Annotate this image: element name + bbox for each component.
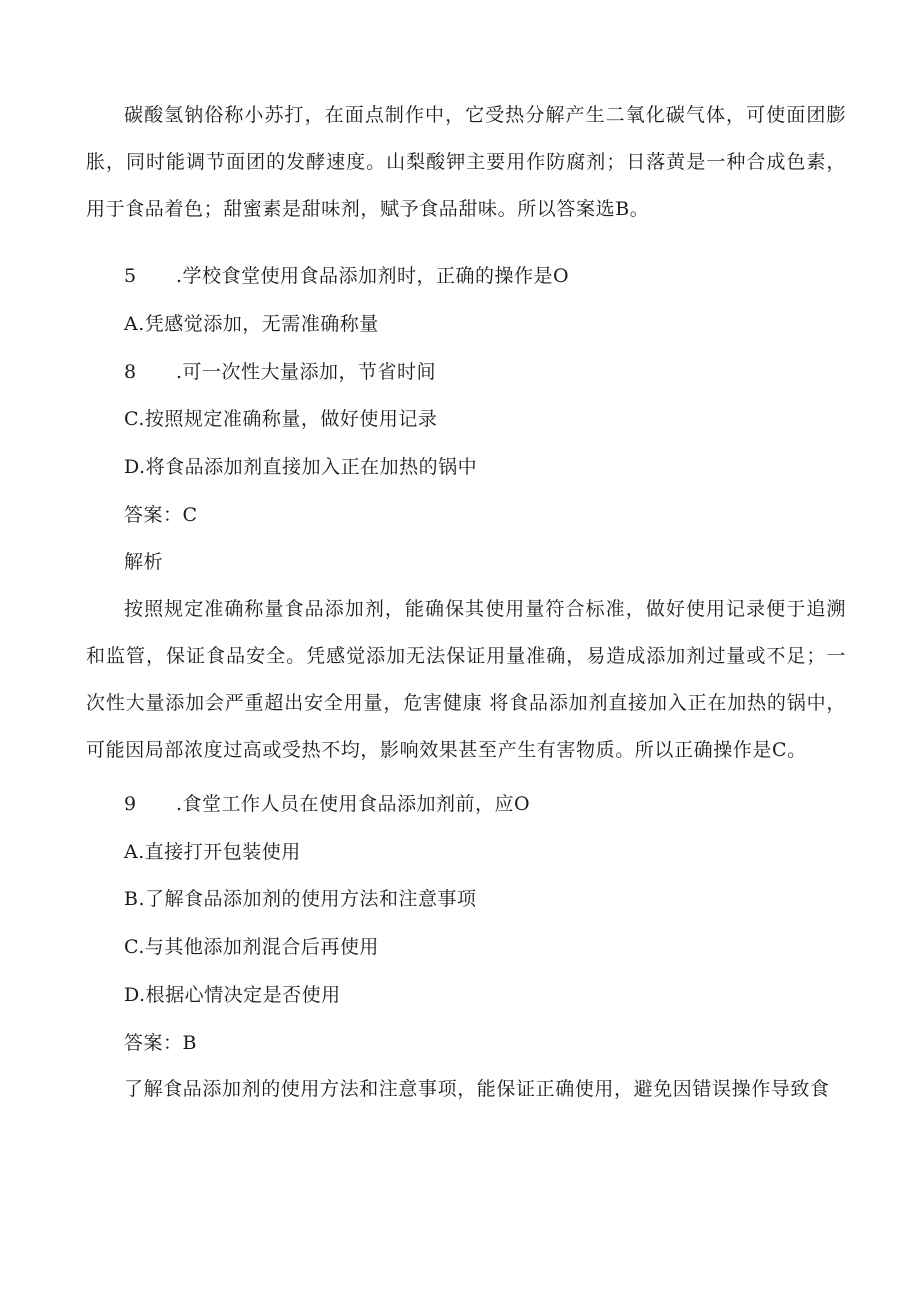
question-5-number: 5 (124, 265, 137, 287)
question-9-number: 9 (124, 793, 137, 815)
question-5-stem-text: .学校食堂使用食品添加剂时，正确的操作是O (176, 265, 570, 287)
intro-paragraph: 碳酸氢钠俗称小苏打，在面点制作中，它受热分解产生二氧化碳气体，可使面团膨胀，同时能调节面团的发酵速度。山梨酸钾主要用作防腐剂；日落黄是一种合成色素，用于食品着色；甜蜜素是甜味剂，赋予食品甜味。所以答案选B。 (86, 104, 846, 220)
question-9-option-b: B.了解食品添加剂的使用方法和注意事项 (124, 888, 477, 910)
question-5-explanation: 按照规定准确称量食品添加剂，能确保其使用量符合标准，做好使用记录便于追溯和监管，保证食品安全。凭感觉添加无法保证用量准确，易造成添加剂过量或不足；一次性大量添加会严重超出安全用量，危害健康 将食品添加剂直接加入正在加热的锅中，可能因局部浓度过高或受热不均，影响效果甚至产生有害物质。所以正确操作是C。 (86, 598, 846, 761)
question-5-analysis-label: 解析 (124, 551, 164, 573)
question-9-explanation: 了解食品添加剂的使用方法和注意事项，能保证正确使用，避免因错误操作导致食 (124, 1078, 830, 1100)
question-5-option-a: A.凭感觉添加，无需准确称量 (124, 313, 379, 335)
question-9-stem (124, 791, 844, 817)
question-5-option-b-number: 8 (124, 361, 137, 383)
question-9-option-c: C.与其他添加剂混合后再使用 (124, 936, 379, 958)
question-5-option-b (124, 359, 844, 385)
question-5-option-d: D.将食品添加剂直接加入正在加热的锅中 (124, 456, 478, 478)
question-9-stem-text: .食堂工作人员在使用食品添加剂前，应O (176, 793, 531, 815)
question-5-option-c: C.按照规定准确称量，做好使用记录 (124, 408, 438, 430)
question-9-option-d: D.根据心情决定是否使用 (124, 984, 341, 1006)
question-9-option-a: A.直接打开包装使用 (124, 841, 301, 863)
question-9-answer: 答案：B (124, 1032, 197, 1054)
question-5-option-b-text: .可一次性大量添加，节省时间 (176, 361, 437, 383)
question-5-answer: 答案：C (124, 504, 198, 526)
question-5-stem (124, 263, 844, 289)
